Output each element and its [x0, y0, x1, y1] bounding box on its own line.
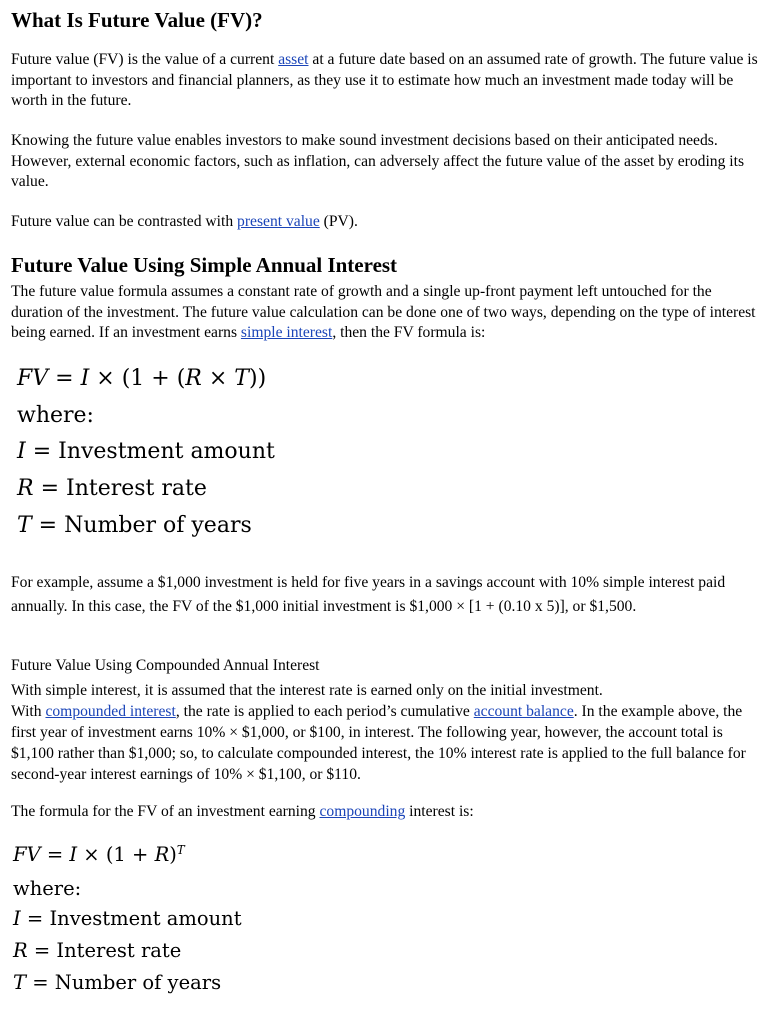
heading-compound-interest: Future Value Using Compounded Annual Interest	[11, 657, 320, 674]
contrast-text-start: Future value can be contrasted with	[11, 213, 238, 230]
knowing-paragraph: Knowing the future value enables investors to make sound investment decisions based on their anticipated needs. However, external economic factors, such as inflation, can adversely affect the future value of the asset by eroding its value.	[11, 132, 745, 190]
heading-what-is-fv: What Is Future Value (FV)?	[11, 8, 263, 32]
compounded-interest-link[interactable]: compounded interest	[45, 703, 176, 720]
compound-text-2: With	[11, 703, 46, 720]
simple-where-label: where:	[17, 403, 94, 428]
simple-def-years: T = Number of years	[17, 513, 252, 538]
compound-text-3: , the rate is applied to each period’s cumulative	[175, 703, 474, 720]
exponent: T	[176, 842, 185, 857]
heading-simple-interest: Future Value Using Simple Annual Interest	[11, 253, 398, 277]
contrast-text-end: (PV).	[319, 213, 358, 230]
intro-paragraph	[11, 50, 758, 112]
simple-intro-text-end: , then the FV formula is:	[332, 324, 486, 341]
compound-intro-text-end: interest is:	[405, 803, 474, 820]
simple-intro-text-start: The future value formula assumes a constant rate of growth and a single up-front payment left untouched for the duration of the investment. The future value calculation can be done one of two ways, depending on the type of interest being earned. If an investment earns	[11, 283, 756, 341]
compound-fv-formula: FV = $I \times (1 + R)^T$	[13, 842, 185, 866]
compound-def-years: T = Number of years	[13, 971, 222, 994]
compound-where-label: where:	[13, 877, 82, 900]
compound-text-1: With simple interest, it is assumed that the interest rate is earned only on the initial investment.	[11, 682, 603, 699]
compound-text-4: . In the example above, the first year of investment earns 10% × $1,000, or $100, in interest. The following year, however, the account total is $1,100 rather than $1,000; so, to calculate compounded interest, the 10% interest rate is applied to the full balance for second-year interest earnings of 10% × $1,100, or $110.	[11, 703, 746, 783]
compounding-link[interactable]: compounding	[319, 803, 406, 820]
simple-fv-formula: FV = I × (1 + (R × T))	[17, 366, 267, 391]
simple-interest-link[interactable]: simple interest	[240, 324, 333, 341]
intro-text-end: at a future date based on an assumed rate of growth. The future value is important to investors and financial planners, as they use it to estimate how much an investment made today will be worth in the future.	[11, 51, 758, 109]
present-value-link[interactable]: present value	[237, 213, 320, 230]
simple-formula-intro	[11, 282, 758, 344]
simple-def-rate: R = Interest rate	[17, 476, 207, 501]
compound-explanation-paragraph	[11, 680, 758, 785]
simple-def-investment: I = Investment amount	[17, 439, 275, 464]
simple-example-paragraph: For example, assume a $1,000 investment is held for five years in a savings account with 10% simple interest paid annually. In this case, the FV of the $1,000 initial investment is $1,000 × [1 + (0.10 x 5)], or $1,500.	[11, 574, 726, 615]
compound-formula-intro	[11, 802, 758, 823]
asset-link[interactable]: asset	[278, 51, 309, 68]
intro-text-start: Future value (FV) is the value of a current	[11, 51, 279, 68]
compound-def-rate: R = Interest rate	[13, 939, 182, 962]
compound-def-investment: I = Investment amount	[13, 907, 242, 930]
compound-intro-text-start: The formula for the FV of an investment earning	[11, 803, 320, 820]
contrast-paragraph	[11, 212, 758, 233]
account-balance-link[interactable]: account balance	[473, 703, 574, 720]
